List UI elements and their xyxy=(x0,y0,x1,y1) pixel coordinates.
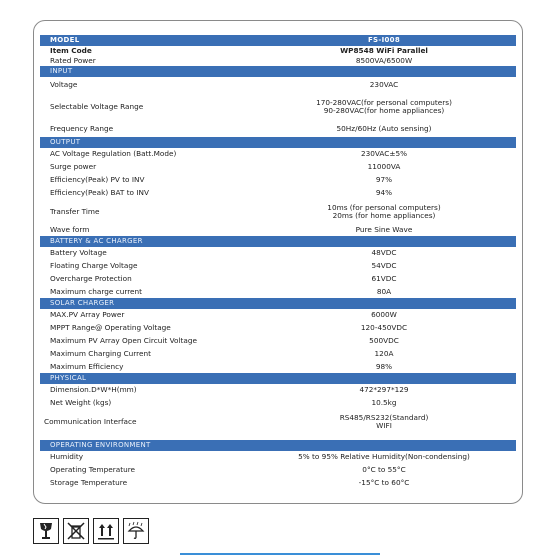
spec-label: Storage Temperature xyxy=(50,477,128,487)
spec-row xyxy=(40,121,516,137)
spec-row xyxy=(40,273,516,286)
spec-value: 5% to 95% Relative Humidity(Non-condensing) xyxy=(298,452,470,462)
spec-row xyxy=(40,361,516,373)
section-header-physical xyxy=(40,373,516,384)
spec-value-multi xyxy=(252,99,516,116)
spec-label: Humidity xyxy=(50,452,84,462)
spec-value: 6000W xyxy=(371,310,397,320)
spec-label: Overcharge Protection xyxy=(50,274,132,284)
spec-value-line: RS485/RS232(Standard) xyxy=(339,412,429,422)
keep-dry-icon xyxy=(123,518,149,544)
spec-value: 98% xyxy=(375,361,393,371)
spec-row xyxy=(40,77,516,93)
spec-value-line: 90-280VAC(for home appliances) xyxy=(323,106,445,115)
spec-value: 97% xyxy=(375,175,393,185)
spec-label: Transfer Time xyxy=(50,206,100,216)
section-header-input xyxy=(40,66,516,77)
footer-accent-line xyxy=(180,553,380,555)
spec-value: 54VDC xyxy=(371,261,397,271)
spec-label: Frequency Range xyxy=(50,123,114,133)
spec-value-line: 10ms (for personal computers) xyxy=(327,202,441,212)
spec-label: Maximum Charging Current xyxy=(50,349,151,359)
spec-value: -15°C to 60°C xyxy=(358,477,410,487)
spec-value-line: 20ms (for home appliances) xyxy=(332,211,436,220)
spec-row xyxy=(40,260,516,273)
section-title: OUTPUT xyxy=(50,138,81,147)
spec-label: Maximum charge current xyxy=(50,286,143,296)
item-code-row xyxy=(40,46,516,56)
spec-label: Battery Voltage xyxy=(50,248,107,258)
model-header-row xyxy=(40,35,516,46)
spec-value: 120A xyxy=(374,349,394,359)
fragile-icon xyxy=(33,518,59,544)
section-title: PHYSICAL xyxy=(50,374,87,383)
rated-power-row xyxy=(40,56,516,66)
model-value: FS-I008 xyxy=(367,36,401,45)
item-code-value: WP8548 WiFi Parallel xyxy=(340,45,428,55)
spec-label: Surge power xyxy=(50,162,97,172)
no-trash-icon xyxy=(63,518,89,544)
spec-row xyxy=(40,187,516,200)
spec-value: 11000VA xyxy=(367,162,401,172)
spec-value: 48VDC xyxy=(371,248,397,258)
spec-value: 0°C to 55°C xyxy=(362,465,406,475)
spec-row xyxy=(40,148,516,161)
spec-row xyxy=(40,397,516,410)
spec-value: 10.5kg xyxy=(371,398,397,408)
spec-label: AC Voltage Regulation (Batt.Mode) xyxy=(50,149,177,159)
spec-label: Efficiency(Peak) BAT to INV xyxy=(50,188,149,198)
spec-value-line: 170-280VAC(for personal computers) xyxy=(316,97,452,107)
section-header-battery xyxy=(40,236,516,247)
rated-power-value: 8500VA/6500W xyxy=(355,55,413,65)
spec-row xyxy=(40,247,516,260)
spec-label: Communication Interface xyxy=(44,416,137,426)
spec-row xyxy=(40,477,516,489)
spec-row xyxy=(40,464,516,477)
spec-label: MAX.PV Array Power xyxy=(50,310,125,320)
spec-value: 120-450VDC xyxy=(360,323,408,333)
spec-row xyxy=(40,286,516,298)
spec-label: Net Weight (kgs) xyxy=(50,398,112,408)
spec-value: 230VAC±5% xyxy=(360,149,408,159)
spec-label: Floating Charge Voltage xyxy=(50,261,138,271)
spec-label: Maximum PV Array Open Circuit Voltage xyxy=(50,336,197,346)
section-header-solar xyxy=(40,298,516,309)
spec-value: 500VDC xyxy=(369,336,399,346)
section-title: BATTERY & AC CHARGER xyxy=(50,237,143,246)
spec-value: 472*297*129 xyxy=(359,385,409,395)
spec-row xyxy=(40,309,516,322)
spec-label: Efficiency(Peak) PV to INV xyxy=(50,175,145,185)
spec-value-line: WIFI xyxy=(376,421,392,430)
packaging-icons xyxy=(33,518,149,544)
spec-value: 61VDC xyxy=(371,274,397,284)
spec-row xyxy=(40,200,516,224)
spec-value: 50Hz/60Hz (Auto sensing) xyxy=(336,123,432,133)
spec-table xyxy=(40,35,516,489)
spec-value-multi xyxy=(252,204,516,221)
spec-row xyxy=(40,384,516,397)
spec-label: Voltage xyxy=(50,79,78,89)
spec-row xyxy=(40,348,516,361)
spec-label: Maximum Efficiency xyxy=(50,361,124,371)
section-title: INPUT xyxy=(50,67,73,76)
spec-row xyxy=(40,335,516,348)
spec-value: 80A xyxy=(376,286,392,296)
spec-row xyxy=(40,322,516,335)
spec-label: Wave form xyxy=(50,224,90,234)
spec-row xyxy=(40,161,516,174)
section-title: OPERATING ENVIRONMENT xyxy=(50,441,151,450)
item-code-label: Item Code xyxy=(50,45,92,55)
section-title: SOLAR CHARGER xyxy=(50,299,115,308)
spec-label: Dimension.D*W*H(mm) xyxy=(50,385,137,395)
spec-row xyxy=(40,224,516,236)
spec-card xyxy=(33,20,523,504)
spec-value: 230VAC xyxy=(369,79,399,89)
spec-label: MPPT Range@ Operating Voltage xyxy=(50,323,171,333)
model-label: MODEL xyxy=(50,36,80,45)
spec-label: Operating Temperature xyxy=(50,465,136,475)
section-header-output xyxy=(40,137,516,148)
this-way-up-icon xyxy=(93,518,119,544)
spec-row xyxy=(40,174,516,187)
rated-power-label: Rated Power xyxy=(50,55,96,65)
spec-value-multi xyxy=(252,414,516,431)
spec-label: Selectable Voltage Range xyxy=(50,101,144,111)
spec-value: 94% xyxy=(375,188,393,198)
spec-row xyxy=(40,410,516,434)
spec-value: Pure Sine Wave xyxy=(355,224,413,234)
spec-row xyxy=(40,93,516,121)
spec-row xyxy=(40,451,516,464)
section-header-environment xyxy=(40,440,516,451)
